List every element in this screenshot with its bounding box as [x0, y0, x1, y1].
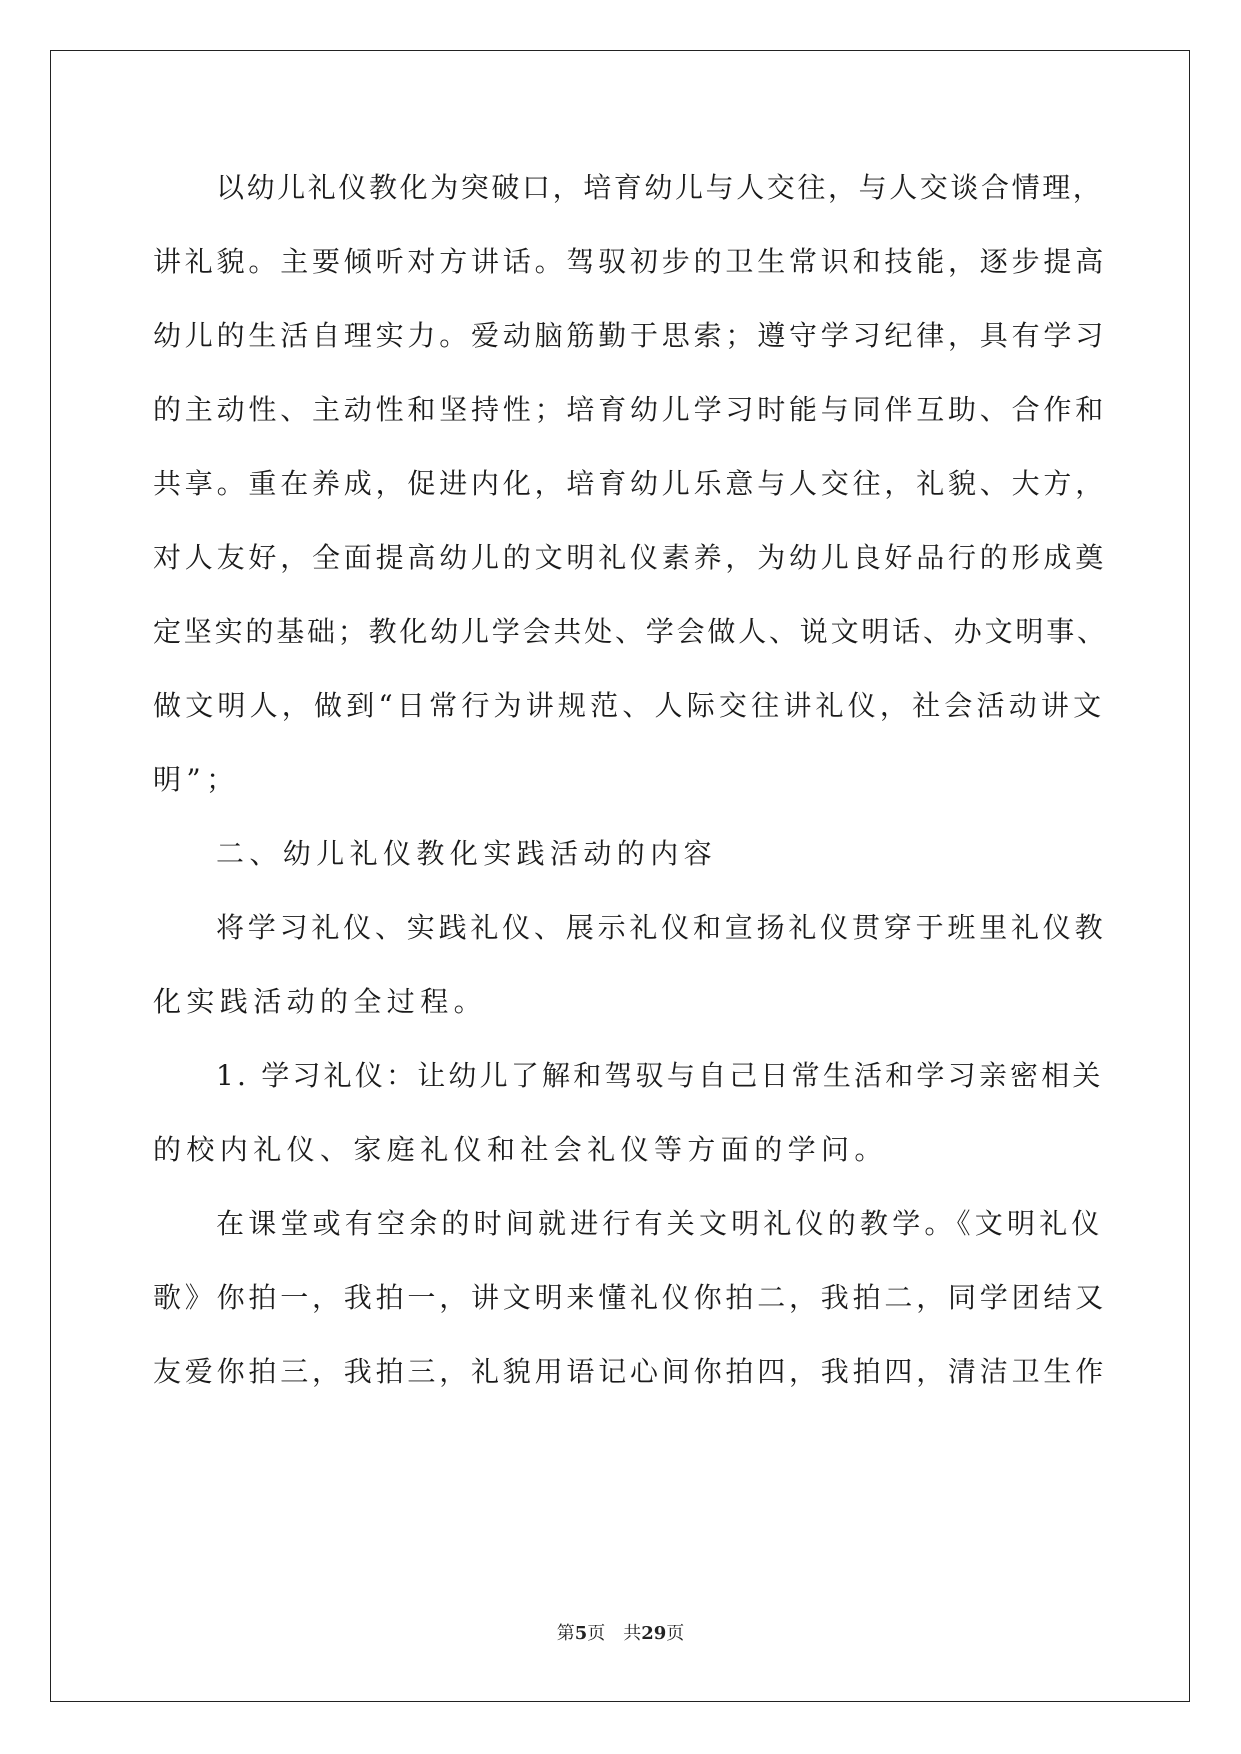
text-line: 化实践活动的全过程。 [153, 985, 488, 1018]
text-line: 对人友好，全面提高幼儿的文明礼仪素养，为幼儿良好品行的形成奠 [153, 541, 1108, 574]
text-line: 歌》你拍一，我拍一，讲文明来懂礼仪你拍二，我拍二，同学团结又 [153, 1281, 1108, 1314]
footer-prefix: 第 [556, 1623, 575, 1644]
total-pages: 29 [641, 1623, 667, 1644]
text-line: 友爱你拍三，我拍三，礼貌用语记心间你拍四，我拍四，清洁卫生作 [153, 1355, 1108, 1388]
footer-total-suffix: 页 [666, 1623, 685, 1644]
text-line: 将学习礼仪、实践礼仪、展示礼仪和宣扬礼仪贯穿于班里礼仪教 [216, 911, 1107, 944]
text-line: 讲礼貌。主要倾听对方讲话。驾驭初步的卫生常识和技能，逐步提高 [153, 245, 1108, 278]
text-line: 以幼儿礼仪教化为突破口，培育幼儿与人交往，与人交谈合情理， [216, 171, 1104, 204]
text-line: 在课堂或有空余的时间就进行有关文明礼仪的教学。《文明礼仪 [216, 1207, 1104, 1240]
footer-total-prefix: 共 [623, 1623, 642, 1644]
text-line: 做文明人，做到“日常行为讲规范、人际交往讲礼仪，社会活动讲文 [153, 689, 1106, 722]
text-line: 幼儿的生活自理实力。爱动脑筋勤于思索；遵守学习纪律，具有学习 [153, 319, 1108, 352]
text-line: 1. 学习礼仪：让幼儿了解和驾驭与自己日常生活和学习亲密相关 [216, 1059, 1104, 1092]
section-heading: 二、幼儿礼仪教化实践活动的内容 [216, 837, 718, 870]
text-line: 定坚实的基础；教化幼儿学会共处、学会做人、说文明话、办文明事、 [153, 615, 1108, 648]
text-line: 的校内礼仪、家庭礼仪和社会礼仪等方面的学问。 [153, 1133, 888, 1166]
text-line: 的主动性、主动性和坚持性；培育幼儿学习时能与同伴互助、合作和 [153, 393, 1108, 426]
text-line: 明”； [153, 763, 240, 796]
text-line: 共享。重在养成，促进内化，培育幼儿乐意与人交往，礼貌、大方， [153, 467, 1108, 500]
page-number: 5 [574, 1623, 588, 1644]
page-border [50, 50, 1190, 1702]
footer-page-suffix: 页 [587, 1623, 606, 1644]
page-footer [0, 1622, 1241, 1646]
